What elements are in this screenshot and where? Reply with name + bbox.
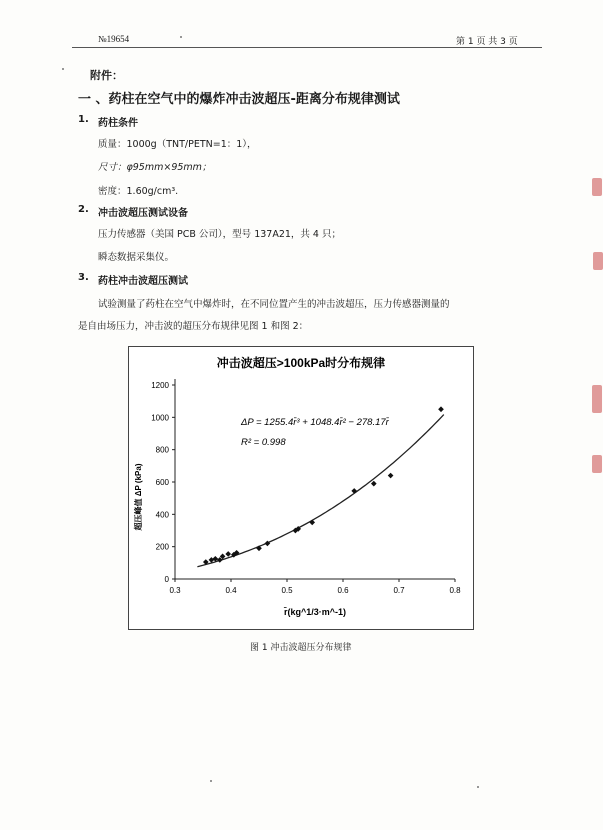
attachment-label: 附件：: [90, 69, 123, 82]
data-point: [388, 473, 394, 479]
scan-edge-mark: [592, 178, 602, 196]
section-1-line-3: 密度：1.60g/cm³.: [98, 186, 179, 197]
section-title: 一 、药柱在空气中的爆炸冲击波超压-距离分布规律测试: [78, 92, 400, 107]
fit-equation: ΔP = 1255.4r̄³ + 1048.4r̄² − 278.17r̄: [241, 417, 389, 428]
section-2-line-1: 压力传感器（美国 PCB 公司），型号 137A21，共 4 只；: [98, 229, 341, 240]
fit-curve: [197, 415, 443, 567]
document-number: №19654: [98, 34, 130, 44]
y-tick-label: 800: [155, 445, 169, 455]
section-1-line-1: 质量：1000g（TNT/PETN=1：1），: [98, 139, 257, 150]
scan-edge-mark: [593, 252, 603, 270]
scan-edge-mark: [592, 385, 602, 413]
header-divider: [72, 47, 542, 48]
scan-edge-mark: [592, 455, 602, 473]
section-1-title: 药柱条件: [98, 118, 138, 129]
x-tick-label: 0.7: [393, 586, 405, 595]
data-point: [438, 406, 444, 412]
chart-svg: [129, 347, 473, 629]
section-3-line-2: 是自由场压力，冲击波的超压分布规律见图 1 和图 2：: [78, 321, 309, 332]
y-tick-label: 1000: [151, 413, 169, 423]
section-1-line-2: 尺寸：φ95mm×95mm；: [98, 162, 212, 173]
section-3-line-1: 试验测量了药柱在空气中爆炸时，在不同位置产生的冲击波超压，压力传感器测量的: [98, 299, 450, 310]
x-tick-label: 0.4: [225, 586, 237, 595]
x-axis-label: r̄(kg^1/3·m^-1): [283, 607, 347, 617]
scan-dot: [210, 780, 212, 782]
data-points: [203, 406, 444, 564]
chart-title: 冲击波超压>100kPa时分布规律: [216, 356, 386, 370]
scan-dot: [180, 36, 182, 38]
section-3-number: 3.: [78, 272, 89, 283]
y-tick-label: 600: [155, 478, 169, 487]
section-2-title: 冲击波超压测试设备: [98, 208, 188, 219]
x-tick-label: 0.6: [337, 586, 349, 595]
chart-axes: [175, 379, 455, 579]
x-tick-label: 0.8: [449, 586, 461, 595]
figure-1-chart: [128, 346, 474, 630]
section-2-number: 2.: [78, 204, 89, 215]
y-axis-label: 超压峰值 ΔP (kPa): [134, 463, 143, 531]
y-tick-label: 400: [155, 510, 169, 520]
figure-caption: 图 1 冲击波超压分布规律: [250, 643, 352, 653]
scan-dot: [62, 68, 64, 70]
data-point: [371, 481, 377, 487]
scan-dot: [477, 786, 479, 788]
y-tick-label: 200: [155, 542, 169, 552]
x-tick-label: 0.3: [169, 586, 181, 595]
data-point: [351, 488, 357, 494]
section-1-number: 1.: [78, 114, 89, 125]
chart-ticks: [151, 381, 461, 595]
r-squared: R² = 0.998: [241, 437, 286, 448]
data-point: [225, 551, 231, 557]
y-tick-label: 0: [164, 575, 169, 584]
section-2-line-2: 瞬态数据采集仪。: [98, 252, 175, 263]
data-point: [309, 520, 315, 526]
y-tick-label: 1200: [151, 381, 169, 390]
x-tick-label: 0.5: [281, 586, 293, 595]
section-3-title: 药柱冲击波超压测试: [98, 276, 188, 287]
page-info: 第 1 页 共 3 页: [456, 37, 518, 47]
